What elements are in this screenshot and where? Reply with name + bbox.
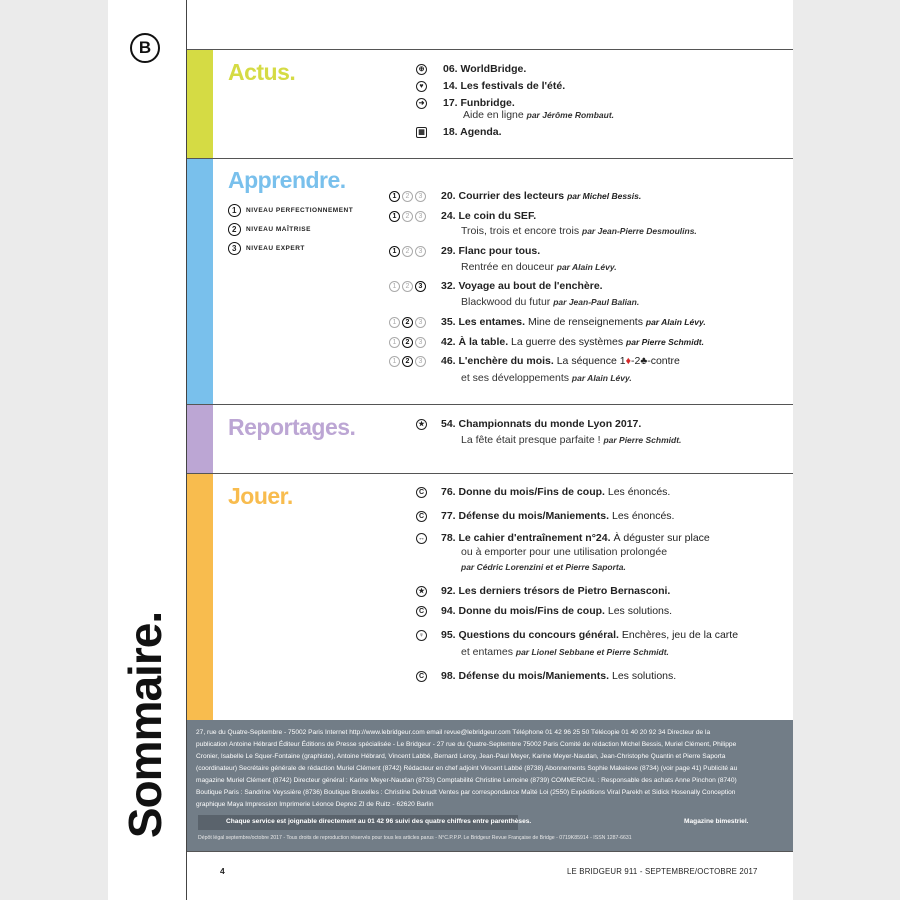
level-indicator: 1 2 3 bbox=[389, 356, 426, 367]
jouer-color-bar bbox=[187, 474, 213, 720]
legal-deposit-text: Dépôt légal septembre/octobre 2017 - Tous droits de reproduction réservés pour tous les articles parus - N°C.P.P.P. Le Bridgeur Revue Française de Bridge - 0719K85914 - ISSN 1287-6631 bbox=[198, 835, 632, 841]
actus-section-title: Actus. bbox=[228, 59, 296, 85]
sommaire-title: Sommaire. bbox=[119, 611, 171, 839]
masthead-line: (coordinateur) Secrétaire générale de rédaction Muriel Clément (8742) Rédacteur en chef adjoint Vincent Labbé (8738) Abonnements Sophie Makeieve (8734) (voir page 41) Publicité au bbox=[196, 765, 738, 772]
toc-entry[interactable]: 18. Agenda. bbox=[443, 126, 502, 138]
toc-entry[interactable]: 77. Défense du mois/Maniements. Les énoncés. bbox=[441, 510, 675, 522]
toc-entry[interactable]: 14. Les festivals de l'été. bbox=[443, 80, 566, 92]
toc-entry[interactable]: 76. Donne du mois/Fins de coup. Les énoncés. bbox=[441, 486, 671, 498]
section-divider bbox=[187, 49, 793, 50]
level-indicator: 1 2 3 bbox=[389, 211, 426, 222]
masthead-line: 27, rue du Quatre-Septembre - 75002 Paris Internet http://www.lebridgeur.com email revue@lebridgeur.com Téléphone 01 42 96 25 50 Télécopie 01 40 20 92 34 Directeur de la bbox=[196, 729, 711, 736]
double-arrow-icon: ↔ bbox=[418, 535, 425, 542]
toc-entry-subtitle: Blackwood du futur par Jean-Paul Balian. bbox=[461, 296, 640, 308]
toc-entry[interactable]: 17. Funbridge. bbox=[443, 97, 515, 109]
periodicity-label: Magazine bimestriel. bbox=[684, 818, 749, 825]
masthead-text bbox=[196, 727, 786, 811]
level-legend-2: 2 NIVEAU MAÎTRISE bbox=[228, 223, 311, 236]
toc-entry-subtitle: et entames par Lionel Sebbane et Pierre Schmidt. bbox=[461, 646, 669, 658]
journal-issue-line: LE BRIDGEUR 911 - SEPTEMBRE/OCTOBRE 2017 bbox=[567, 867, 758, 876]
actus-color-bar bbox=[187, 50, 213, 158]
section-divider bbox=[187, 851, 793, 852]
calendar-icon: ▦ bbox=[416, 127, 427, 138]
toc-entry-subtitle: et ses développements par Alain Lévy. bbox=[461, 372, 632, 384]
star-icon: ★ bbox=[416, 419, 427, 430]
toc-entry[interactable]: 06. WorldBridge. bbox=[443, 63, 527, 75]
level-indicator: 1 2 3 bbox=[389, 281, 426, 292]
masthead-line: magazine Muriel Clément (8742) Directeur général : Karine Meyer-Naudan (8733) Comptabilité Christine Lemoine (8739) COMMERCIAL : Responsable des achats Anne Pinchon (8740) bbox=[196, 777, 737, 784]
club-suit-icon: ♣ bbox=[640, 355, 648, 367]
diamond-suit-icon: ♦ bbox=[625, 355, 631, 367]
level-legend-3: 3 NIVEAU EXPERT bbox=[228, 242, 305, 255]
toc-entry-subtitle: Trois, trois et encore trois par Jean-Pierre Desmoulins. bbox=[461, 225, 697, 237]
level-indicator: 1 2 3 bbox=[389, 337, 426, 348]
toc-entry[interactable]: 35. Les entames. Mine de renseignements par Alain Lévy. bbox=[441, 316, 706, 328]
toc-entry[interactable]: 46. L'enchère du mois. La séquence 1♦-2♣-contre bbox=[441, 355, 680, 367]
level-legend-1: 1 NIVEAU PERFECTIONNEMENT bbox=[228, 204, 353, 217]
toc-entry-subtitle: Aide en ligne par Jérôme Rombaut. bbox=[463, 109, 615, 121]
level-indicator: 1 2 3 bbox=[389, 191, 426, 202]
contact-notice: Chaque service est joignable directement au 01 42 96 suivi des quatre chiffres entre parenthèses. bbox=[226, 818, 532, 825]
arrow-icon: ➜ bbox=[416, 98, 427, 109]
toc-entry[interactable]: 29. Flanc pour tous. bbox=[441, 245, 541, 257]
masthead-line: Boutique Paris : Sandrine Veyssière (8736) Boutique Bruxelles : Christine Deknudt Ventes par correspondance Maïté Loi (2550) Expéditions Viral Parekh et Sidick Hosenally Conception bbox=[196, 789, 736, 796]
c-icon: C bbox=[416, 606, 427, 617]
toc-entry-subtitle: ou à emporter pour une utilisation prolongée bbox=[461, 546, 668, 558]
level-indicator: 1 2 3 bbox=[389, 317, 426, 328]
bridgeur-logo: B bbox=[130, 33, 160, 63]
masthead-line: publication Antoine Hébrard Éditeur Éditions de Presse spécialisée - Le Bridgeur - 27 rue du Quatre-Septembre 75002 Paris Comité de rédaction Michel Bessis, Muriel Clément, Philippe bbox=[196, 741, 737, 748]
globe-icon: ⊕ bbox=[416, 64, 427, 75]
toc-entry[interactable]: 20. Courrier des lecteurs par Michel Bessis. bbox=[441, 190, 642, 202]
apprendre-section-title: Apprendre. bbox=[228, 167, 346, 193]
toc-entry[interactable]: 42. À la table. La guerre des systèmes par Pierre Schmidt. bbox=[441, 336, 704, 348]
apprendre-color-bar bbox=[187, 159, 213, 404]
toc-entry-byline: par Cédric Lorenzini et et Pierre Saporta. bbox=[461, 562, 626, 572]
star-icon: ★ bbox=[416, 586, 427, 597]
toc-entry[interactable]: 94. Donne du mois/Fins de coup. Les solutions. bbox=[441, 605, 673, 617]
toc-entry[interactable]: 92. Les derniers trésors de Pietro Bernasconi. bbox=[441, 585, 671, 597]
toc-entry[interactable]: 98. Défense du mois/Maniements. Les solutions. bbox=[441, 670, 677, 682]
section-divider bbox=[187, 473, 793, 474]
toc-entry-subtitle: La fête était presque parfaite ! par Pierre Schmidt. bbox=[461, 434, 682, 446]
toc-entry[interactable]: 24. Le coin du SEF. bbox=[441, 210, 537, 222]
c-icon: C bbox=[416, 671, 427, 682]
section-divider bbox=[187, 158, 793, 159]
masthead-line: graphique Maya Impression Imprimerie Léonce Deprez ZI de Ruitz - 62620 Barlin bbox=[196, 801, 434, 808]
toc-entry[interactable]: 54. Championnats du monde Lyon 2017. bbox=[441, 418, 642, 430]
section-divider bbox=[187, 404, 793, 405]
jouer-section-title: Jouer. bbox=[228, 483, 293, 509]
c-icon: C bbox=[416, 511, 427, 522]
c-icon: C bbox=[416, 487, 427, 498]
trophy-icon: ♀ bbox=[416, 630, 427, 641]
toc-entry[interactable]: 95. Questions du concours général. Enchères, jeu de la carte bbox=[441, 629, 739, 641]
toc-entry-subtitle: Rentrée en douceur par Alain Lévy. bbox=[461, 261, 617, 273]
heart-icon: ♥ bbox=[416, 81, 427, 92]
reportages-section-title: Reportages. bbox=[228, 414, 356, 440]
toc-entry[interactable]: 78. Le cahier d'entraînement n°24. À déguster sur place bbox=[441, 532, 710, 544]
reportages-color-bar bbox=[187, 405, 213, 473]
page-number: 4 bbox=[220, 866, 225, 876]
masthead-line: Cronier, Isabelle Le Squer-Fontaine (graphiste), Antoine Hébrard, Vincent Labbé, Bernard Leroy, Jean-Paul Meyer, Karine Meyer-Naudan, Jean-Christophe Quantin et Pierre Saporta bbox=[196, 753, 726, 760]
toc-entry[interactable]: 32. Voyage au bout de l'enchère. bbox=[441, 280, 603, 292]
level-indicator: 1 2 3 bbox=[389, 246, 426, 257]
